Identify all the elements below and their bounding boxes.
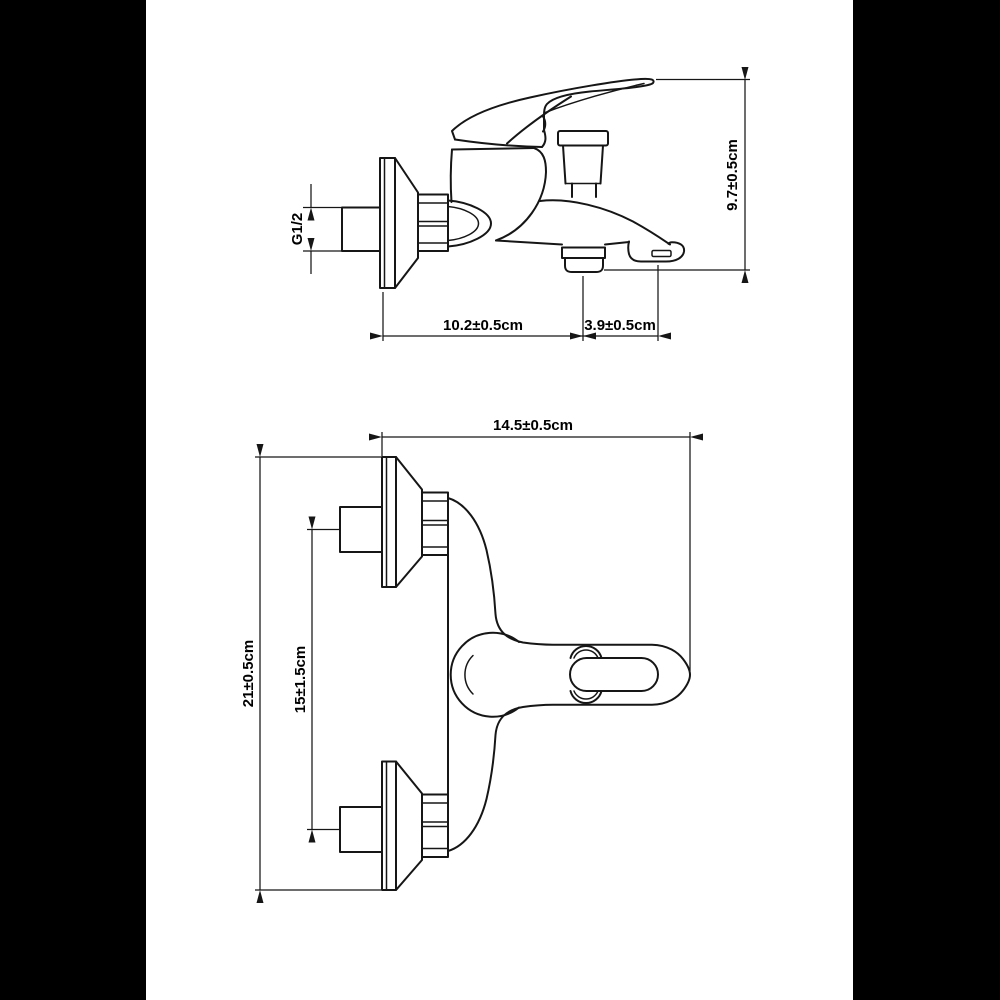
overall-height-label: 9.7±0.5cm — [724, 139, 741, 211]
inlet-spacing-label: 15±1.5cm — [292, 645, 309, 714]
paper — [146, 0, 853, 1000]
overall-width-label: 14.5±0.5cm — [493, 417, 573, 434]
outlet-to-spout-label: 3.9±0.5cm — [584, 317, 656, 334]
wall-to-outlet-label: 10.2±0.5cm — [443, 317, 523, 334]
thread-size-label: G1/2 — [289, 212, 306, 246]
overall-span-label: 21±0.5cm — [240, 639, 257, 708]
